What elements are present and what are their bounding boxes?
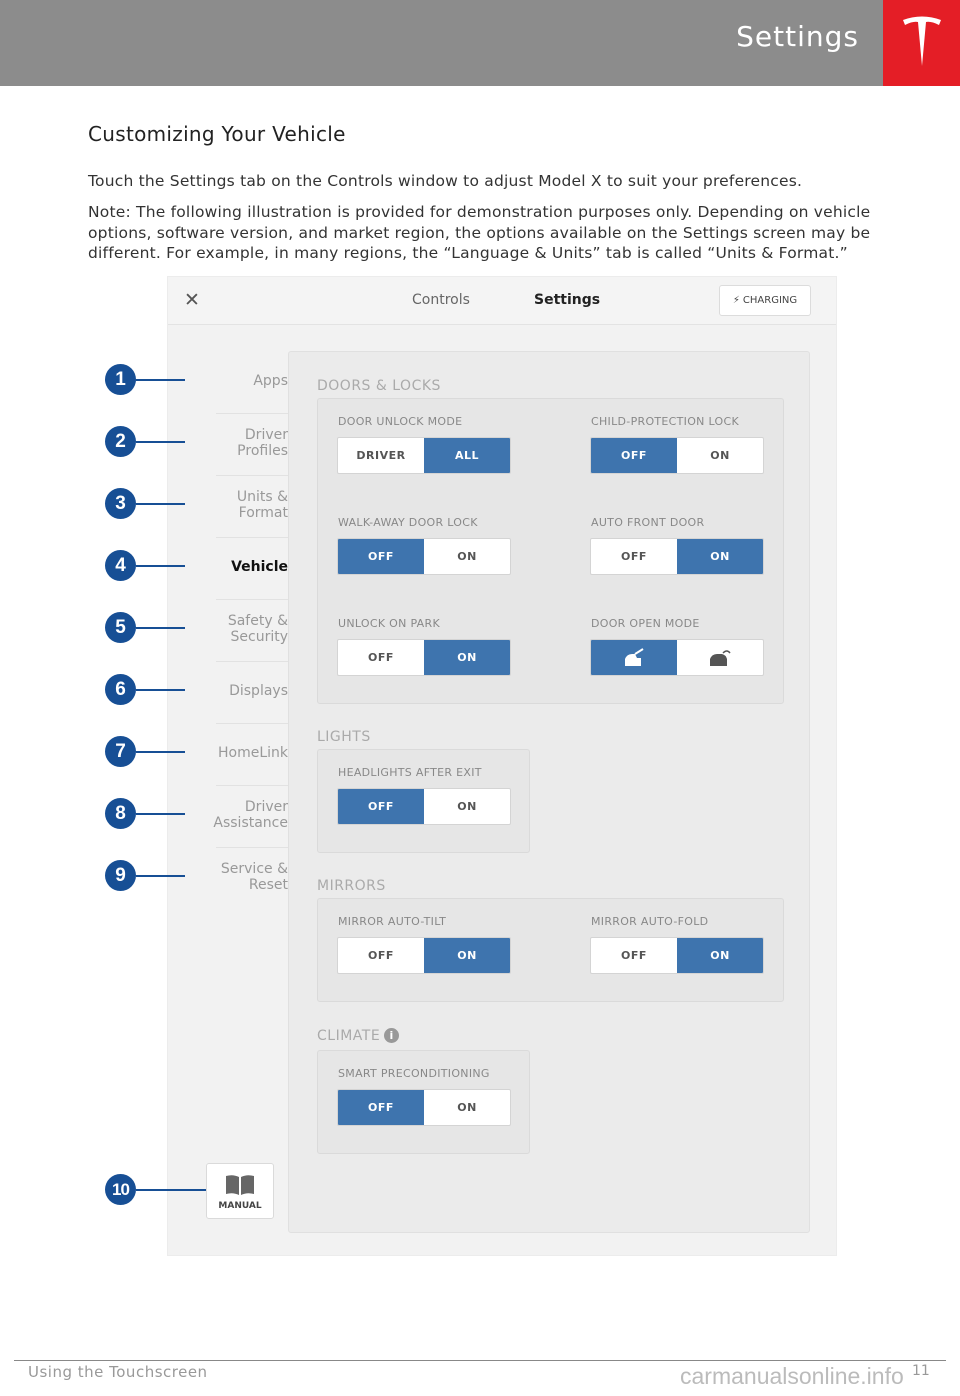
headlights-on-option[interactable]: ON (457, 800, 477, 813)
sidebar-divider (216, 723, 288, 724)
callout-7: 7 (105, 736, 136, 767)
sidebar-item-displays[interactable]: Displays (229, 683, 288, 699)
sidebar-item-driver-assistance[interactable]: Driver Assistance (213, 799, 288, 831)
book-icon (225, 1174, 255, 1196)
sidebar-divider (216, 475, 288, 476)
sidebar-item-units-format[interactable]: Units & Format (236, 489, 288, 521)
auto-front-door-toggle[interactable] (590, 538, 764, 575)
sidebar-item-safety-security[interactable]: Safety & Security (227, 613, 288, 645)
smart-preconditioning-toggle[interactable] (337, 1089, 511, 1126)
walk-away-on-option[interactable]: ON (457, 550, 477, 563)
callout-3: 3 (105, 488, 136, 519)
close-icon[interactable]: ✕ (184, 289, 200, 311)
watermark: carmanualsonline.info (680, 1363, 904, 1389)
section-title-climate (317, 1028, 399, 1044)
charging-button[interactable] (719, 285, 811, 316)
mirror-auto-tilt-toggle[interactable] (337, 937, 511, 974)
child-lock-off-option[interactable]: OFF (591, 438, 677, 473)
headlights-off-option[interactable]: OFF (338, 789, 424, 824)
section-title-mirrors: MIRRORS (317, 878, 386, 894)
section-title-doors-locks: DOORS & LOCKS (317, 378, 441, 394)
sidebar-item-service-reset[interactable]: Service & Reset (220, 861, 288, 893)
settings-content-panel (288, 351, 810, 1233)
mirror-auto-tilt-label: MIRROR AUTO-TILT (338, 915, 447, 928)
unlock-on-park-on-option[interactable]: ON (424, 640, 510, 675)
charging-label: CHARGING (742, 295, 798, 306)
smart-preconditioning-label: SMART PRECONDITIONING (338, 1067, 490, 1080)
mirror-auto-fold-label: MIRROR AUTO-FOLD (591, 915, 709, 928)
door-unlock-driver-option[interactable]: DRIVER (356, 449, 406, 462)
header-bar (0, 0, 883, 86)
child-lock-toggle[interactable] (590, 437, 764, 474)
climate-title-text: CLIMATE (317, 1028, 381, 1044)
car-door-auto-icon (708, 648, 732, 668)
tesla-logo-icon (901, 14, 943, 68)
callout-leader (136, 565, 185, 567)
page-heading: Customizing Your Vehicle (88, 122, 346, 146)
door-open-mode-auto-option[interactable] (677, 640, 763, 675)
headlights-after-exit-toggle[interactable] (337, 788, 511, 825)
sidebar-divider (216, 413, 288, 414)
sidebar-item-homelink[interactable]: HomeLink (217, 745, 288, 761)
sidebar-item-vehicle[interactable]: Vehicle (231, 559, 288, 575)
sidebar-item-driver-profiles[interactable]: Driver Profiles (237, 427, 288, 459)
tab-settings[interactable]: Settings (534, 292, 601, 308)
callout-leader (136, 441, 185, 443)
sidebar-divider (216, 847, 288, 848)
footer-chapter: Using the Touchscreen (28, 1363, 208, 1381)
note-paragraph: Note: The following illustration is provided for demonstration purposes only. Depending on vehicle options, software version, and market region, the options available on the Settings screen may be different. For example, in many regions, the “Language & Units” tab is called “Units & Format.” (88, 203, 871, 262)
mirror-tilt-on-option[interactable]: ON (424, 938, 510, 973)
mirror-fold-on-option[interactable]: ON (677, 938, 763, 973)
info-icon[interactable]: i (384, 1028, 399, 1043)
door-open-mode-label: DOOR OPEN MODE (591, 617, 700, 630)
settings-screen-illustration (167, 276, 837, 1256)
sidebar-item-apps[interactable]: Apps (253, 373, 288, 389)
climate-group (317, 1050, 530, 1154)
callout-leader (136, 1189, 206, 1191)
callout-leader (136, 813, 185, 815)
unlock-on-park-label: UNLOCK ON PARK (338, 617, 440, 630)
callout-leader (136, 875, 185, 877)
lights-group (317, 749, 530, 853)
callout-9: 9 (105, 860, 136, 891)
callout-4: 4 (105, 550, 136, 581)
mirror-auto-fold-toggle[interactable] (590, 937, 764, 974)
callout-5: 5 (105, 612, 136, 643)
screen-header (168, 277, 836, 325)
callout-leader (136, 503, 185, 505)
door-unlock-mode-toggle[interactable] (337, 437, 511, 474)
preconditioning-on-option[interactable]: ON (457, 1101, 477, 1114)
callout-10: 10 (105, 1174, 136, 1205)
footer-divider (14, 1360, 946, 1361)
bolt-icon: ⚡ (732, 295, 740, 306)
sidebar-divider (216, 537, 288, 538)
section-title-lights: LIGHTS (317, 729, 371, 745)
car-door-open-icon (623, 648, 645, 668)
auto-front-door-off-option[interactable]: OFF (621, 550, 647, 563)
page-section-title: Settings (736, 20, 859, 53)
doors-locks-group (317, 398, 784, 704)
unlock-on-park-toggle[interactable] (337, 639, 511, 676)
callout-leader (136, 379, 185, 381)
callout-1: 1 (105, 364, 136, 395)
callout-leader (136, 689, 185, 691)
manual-label: MANUAL (218, 1201, 262, 1211)
mirrors-group (317, 898, 784, 1002)
mirror-tilt-off-option[interactable]: OFF (368, 949, 394, 962)
child-lock-on-option[interactable]: ON (710, 449, 730, 462)
manual-button[interactable] (206, 1163, 274, 1219)
door-unlock-mode-label: DOOR UNLOCK MODE (338, 415, 463, 428)
door-open-mode-toggle[interactable] (590, 639, 764, 676)
door-unlock-all-option[interactable]: ALL (424, 438, 510, 473)
callout-leader (136, 751, 185, 753)
callout-8: 8 (105, 798, 136, 829)
callout-2: 2 (105, 426, 136, 457)
sidebar-divider (216, 599, 288, 600)
brand-logo-box (883, 0, 960, 86)
sidebar-divider (216, 661, 288, 662)
door-open-mode-manual-option[interactable] (591, 640, 677, 675)
walk-away-lock-label: WALK-AWAY DOOR LOCK (338, 516, 478, 529)
unlock-on-park-off-option[interactable]: OFF (368, 651, 394, 664)
auto-front-door-label: AUTO FRONT DOOR (591, 516, 705, 529)
walk-away-lock-toggle[interactable] (337, 538, 511, 575)
intro-paragraph: Touch the Settings tab on the Controls window to adjust Model X to suit your preferences. (88, 172, 803, 190)
mirror-fold-off-option[interactable]: OFF (621, 949, 647, 962)
callout-6: 6 (105, 674, 136, 705)
walk-away-off-option[interactable]: OFF (338, 539, 424, 574)
sidebar-divider (216, 785, 288, 786)
child-lock-label: CHILD-PROTECTION LOCK (591, 415, 739, 428)
tab-controls[interactable]: Controls (412, 292, 470, 308)
callout-leader (136, 627, 185, 629)
auto-front-door-on-option[interactable]: ON (677, 539, 763, 574)
headlights-after-exit-label: HEADLIGHTS AFTER EXIT (338, 766, 482, 779)
preconditioning-off-option[interactable]: OFF (338, 1090, 424, 1125)
page-number: 11 (912, 1363, 930, 1379)
